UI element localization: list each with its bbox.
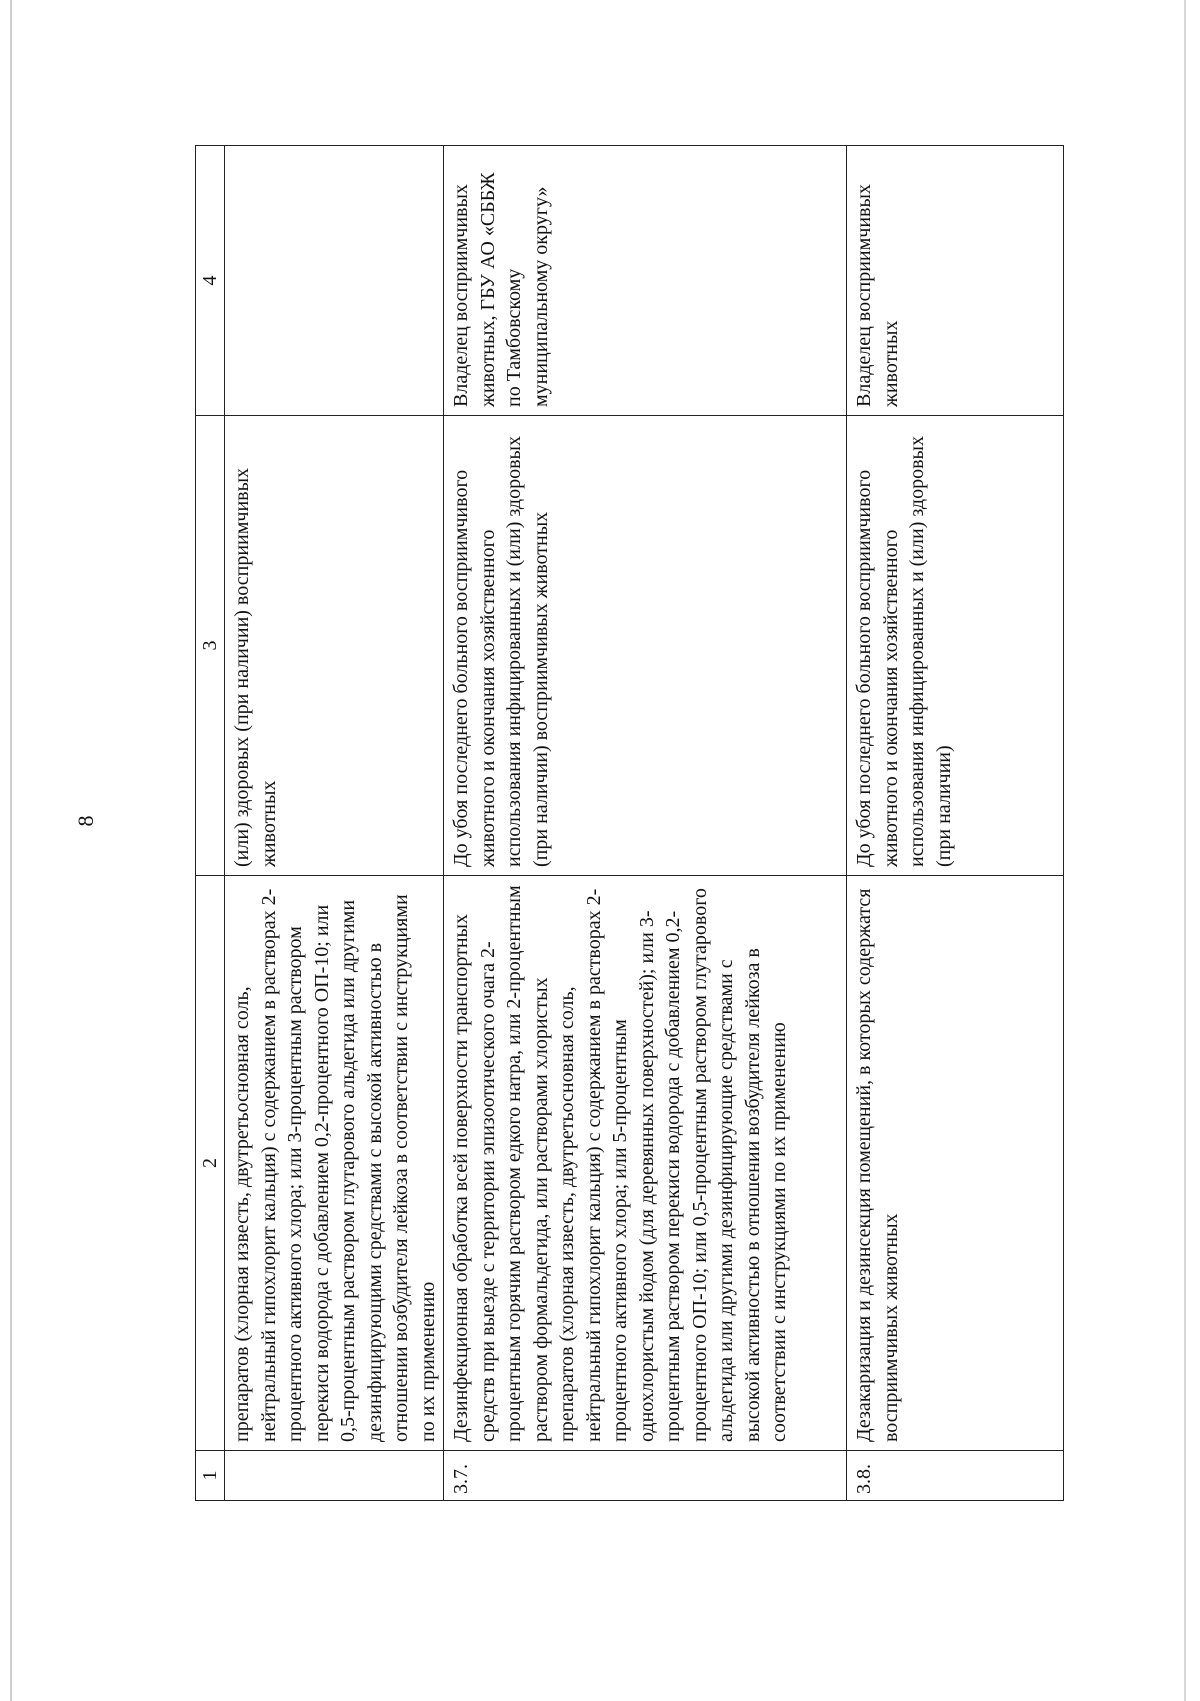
header-col-2: 2	[196, 876, 225, 1451]
scan-edge-right	[1184, 0, 1186, 1701]
row-measure: Дезинфекционная обработка всей поверхности транспортных средств при выезде с территории эпизоотического очага 2-процентным горячим раствором едкого натра, или 2-процентным раствором формальдегида, или растворами хлористых препаратов (хлорная известь, двутретьосновная соль, нейтральный гипохлорит кальция) с содержанием в растворах 2-процентного активного хлора; или 5-процентным однохлористым йодом (для деревянных поверхностей); или 3-процентным раствором перекиси водорода с добавлением 0,2-процентного ОП-10; или 0,5-процентным раствором глутарового альдегида или другими дезинфицирующие средствами с высокой активностью в отношении возбудителя лейкоза в соответствии с инструкциями по их применению	[444, 876, 847, 1451]
header-col-1: 1	[196, 1451, 225, 1501]
row-term: До убоя последнего больного восприимчивого животного и окончания хозяйственного использования инфицированных и (или) здоровых (при наличии)	[847, 416, 1064, 876]
row-number	[225, 1451, 444, 1501]
row-responsible	[225, 146, 444, 416]
page-number: 8	[73, 815, 98, 827]
row-number: 3.7.	[444, 1451, 847, 1501]
table-row	[847, 146, 1064, 1501]
row-measure: препаратов (хлорная известь, двутретьосновная соль, нейтральный гипохлорит кальция) с содержанием в растворах 2-процентного активного хлора; или 3-процентным раствором перекиси водорода с добавлением 0,2-процентного ОП-10; или 0,5-процентным раствором глутарового альдегида или другими дезинфицирующими средствами с высокой активностью в отношении возбудителя лейкоза в соответствии с инструкциями по их применению	[225, 876, 444, 1451]
header-col-4: 4	[196, 146, 225, 416]
measures-table	[195, 145, 1064, 1501]
header-col-3: 3	[196, 416, 225, 876]
table-row	[225, 146, 444, 1501]
row-term: (или) здоровых (при наличии) восприимчивых животных	[225, 416, 444, 876]
row-measure: Дезакаризация и дезинсекция помещений, в которых содержатся восприимчивых животных	[847, 876, 1064, 1451]
row-number: 3.8.	[847, 1451, 1064, 1501]
table-header-row	[196, 146, 225, 1501]
rotated-table-container	[195, 146, 1040, 1501]
row-term: До убоя последнего больного восприимчивого животного и окончания хозяйственного использования инфицированных и (или) здоровых (при наличии) восприимчивых животных	[444, 416, 847, 876]
row-responsible: Владелец восприимчивых животных, ГБУ АО «СББЖ по Тамбовскому муниципальному округу»	[444, 146, 847, 416]
table-row	[444, 146, 847, 1501]
row-responsible: Владелец восприимчивых животных	[847, 146, 1064, 416]
scan-edge-left	[10, 0, 12, 1701]
